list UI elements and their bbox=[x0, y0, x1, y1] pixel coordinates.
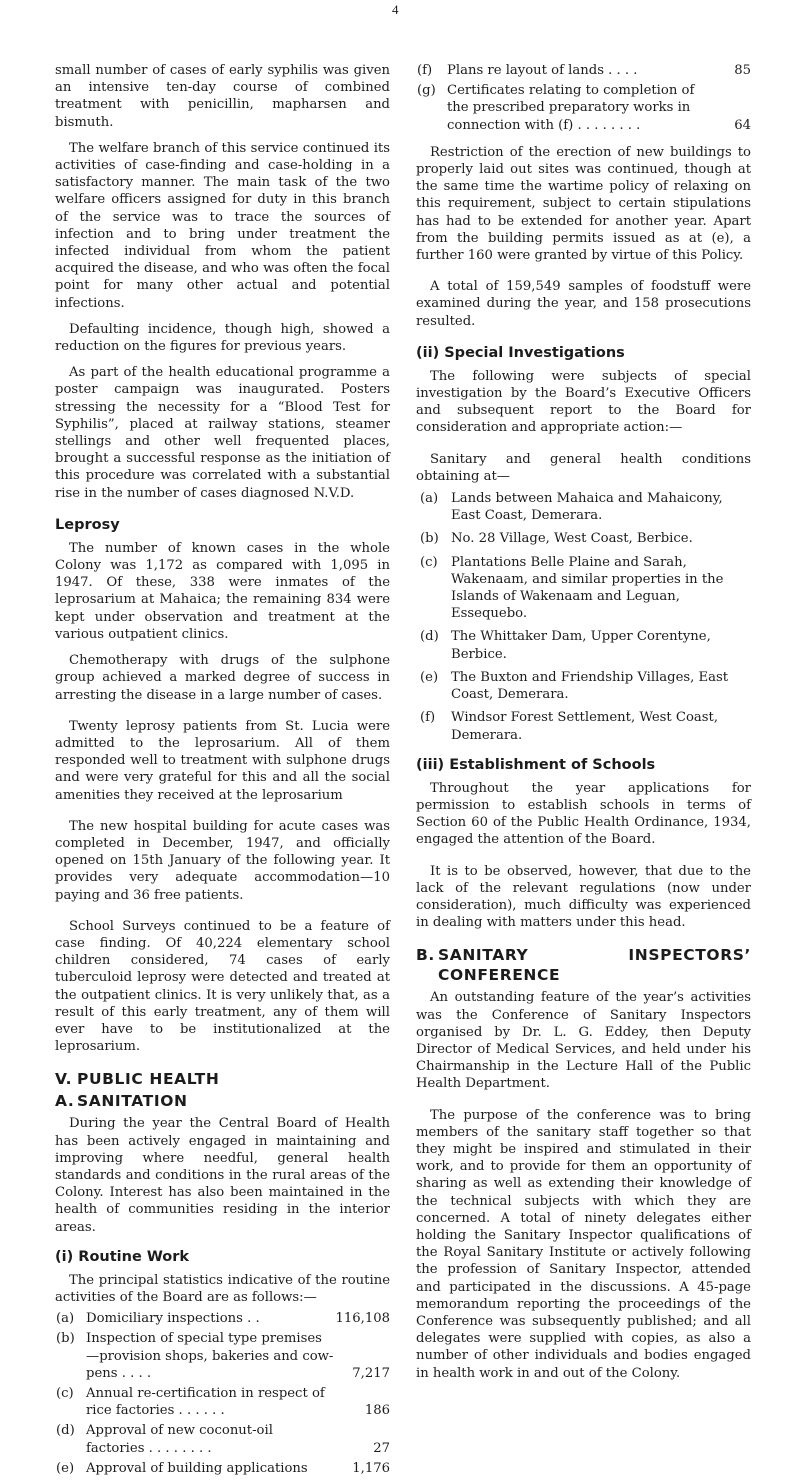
stat-text: Inspection of special type premises—provision shops, bakeries and cow-pens . . . . bbox=[86, 1331, 334, 1381]
list-text: Plantations Belle Plaine and Sarah, Wakenaam, and similar properties in the Islands of Wakenaam and Leguan, Essequebo. bbox=[451, 554, 724, 622]
list-text: Lands between Mahaica and Mahaicony, East Coast, Demerara. bbox=[451, 491, 723, 524]
stat-label: (d) bbox=[56, 1423, 75, 1439]
stat-value: 116,108 bbox=[335, 1311, 390, 1327]
stat-label: (e) bbox=[56, 1460, 75, 1476]
section-title: SANITARY INSPECTORS’ CONFERENCE bbox=[438, 946, 751, 985]
section-number: B. bbox=[416, 946, 435, 965]
list-label: (b) bbox=[420, 531, 439, 547]
paragraph: School Surveys continued to be a feature of case finding. Of 40,224 elementary school children considered, 74 cases of early tuberculoid leprosy were detected and treated at the outpatient clinics. It is very unlikely that, as a result of this early treatment, any of them will ever have to be institutionalized at the leprosarium. bbox=[55, 918, 390, 1055]
list-text: Windsor Forest Settlement, West Coast, Demerara. bbox=[451, 710, 719, 743]
section-b-heading bbox=[416, 945, 751, 985]
list-label: (c) bbox=[420, 554, 438, 570]
list-item bbox=[416, 669, 751, 703]
paragraph: Throughout the year applications for permission to establish schools in terms of Section 60 of the Public Health Ordinance, 1934, engaged the attention of the Board. bbox=[416, 780, 751, 848]
paragraph: The following were subjects of special investigation by the Board’s Executive Officers and subsequent report to the Board for consideration and appropriate action:— bbox=[416, 368, 751, 436]
section-v-heading bbox=[55, 1069, 390, 1089]
stat-value: 186 bbox=[364, 1403, 390, 1419]
list-label: (d) bbox=[420, 629, 439, 645]
stat-row bbox=[55, 1310, 390, 1327]
paragraph: The new hospital building for acute cases was completed in December, 1947, and officially opened on 15th January of the following year. It provides very adequate accommodation—10 paying and 36 free patients. bbox=[55, 818, 390, 903]
list-text: The Buxton and Friendship Villages, East Coast, Demerara. bbox=[451, 669, 729, 703]
list-label: (f) bbox=[420, 710, 436, 726]
paragraph: small number of cases of early syphilis was given an intensive ten-day course of combined treatment with penicillin, mapharsen and bismuth. bbox=[55, 63, 390, 130]
paragraph: A total of 159,549 samples of foodstuff were examined during the year, and 158 prosecutions resulted. bbox=[416, 279, 751, 329]
list-text: No. 28 Village, West Coast, Berbice. bbox=[451, 531, 693, 547]
leprosy-heading: Leprosy bbox=[55, 516, 120, 533]
list-item bbox=[416, 490, 751, 524]
list-item bbox=[416, 530, 751, 547]
stat-row bbox=[416, 62, 751, 79]
paragraph: An outstanding feature of the year’s activities was the Conference of Sanitary Inspectors organised by Dr. L. G. Eddey, then Deputy Director of Medical Services, and held under his Chairmanship in the Lecture Hall of the Public Health Department. bbox=[416, 990, 751, 1092]
right-column bbox=[416, 62, 751, 1391]
stat-label: (g) bbox=[417, 83, 436, 99]
list-label: (e) bbox=[420, 669, 439, 685]
stat-label: (b) bbox=[56, 1331, 75, 1347]
stat-value: 7,217 bbox=[352, 1365, 390, 1381]
stat-text: Approval of new coconut-oil factories . . . . . . . . bbox=[86, 1423, 273, 1456]
stat-value: 27 bbox=[373, 1440, 390, 1456]
stat-value: 64 bbox=[734, 117, 751, 133]
stat-row bbox=[55, 1422, 390, 1456]
section-number: A. bbox=[55, 1092, 75, 1111]
list-text: The Whittaker Dam, Upper Corentyne, Berbice. bbox=[451, 629, 711, 662]
paragraph: The welfare branch of this service continued its activities of case-finding and case-holding in a satisfactory manner. The main task of the two welfare officers assigned for duty in this branch of the service was to trace the sources of infection and to bring under treatment the infected individual from whom the patient acquired the disease, and who was often the focal point for many other actual and potential infections. bbox=[55, 140, 390, 311]
section-number: V. bbox=[55, 1070, 73, 1089]
special-investigations-heading: (ii) Special Investigations bbox=[416, 344, 625, 361]
paragraph: Sanitary and general health conditions obtaining at— bbox=[416, 451, 751, 484]
stat-value: 1,176 bbox=[352, 1460, 390, 1476]
stat-label: (f) bbox=[417, 63, 433, 78]
stat-label: (c) bbox=[56, 1386, 74, 1401]
routine-work-heading: (i) Routine Work bbox=[55, 1248, 190, 1265]
section-title: PUBLIC HEALTH bbox=[77, 1070, 220, 1089]
stat-text: Domiciliary inspections . . bbox=[86, 1311, 260, 1327]
paragraph: Twenty leprosy patients from St. Lucia were admitted to the leprosarium. All of them responded well to treatment with sulphone drugs and were very grateful for this and all the social amenities they received at the leprosarium bbox=[55, 718, 390, 803]
list-item bbox=[416, 554, 751, 623]
paragraph: Chemotherapy with drugs of the sulphone group achieved a marked degree of success in arresting the disease in a large number of cases. bbox=[55, 653, 390, 703]
stat-row bbox=[55, 1460, 390, 1477]
list-item bbox=[416, 628, 751, 662]
paragraph: Defaulting incidence, though high, showed a reduction on the figures for previous years. bbox=[55, 321, 390, 355]
stat-value: 85 bbox=[734, 63, 751, 78]
paragraph: As part of the health educational programme a poster campaign was inaugurated. Posters stressing the necessity for a “Blood Test for Syphilis”, placed at railway stations, steamer stellings and other well frequented places, brought a successful response as the initiation of this procedure was correlated with a substantial rise in the number of cases diagnosed N.V.D. bbox=[55, 365, 390, 501]
stat-row bbox=[55, 1330, 390, 1382]
section-title: SANITATION bbox=[77, 1092, 188, 1111]
stat-label: (a) bbox=[56, 1311, 75, 1327]
left-column bbox=[55, 62, 390, 1480]
paragraph: During the year the Central Board of Health has been actively engaged in maintaining and improving where needful, general health standards and conditions in the rural areas of the Colony. Interest has also been maintained in the health of communities residing in the interior areas. bbox=[55, 1116, 390, 1235]
stat-text: Annual re-certification in respect of rice factories . . . . . . bbox=[86, 1386, 325, 1419]
paragraph: The purpose of the conference was to bring members of the sanitary staff together so that they might be inspired and stimulated in their work, and to provide for them an opportunity of sharing as well as extending their knowledge of the technical subjects with which they are concerned. A total of ninety delegates either holding the Sanitary Inspector qualifications of the Royal Sanitary Institute or actively following the profession of Sanitary Inspector, attended and participated in the discussions. A 45-page memorandum reporting the proceedings of the Conference was subsequently published; and all delegates were supplied with copies, as also a number of other individuals and bodies engaged in health work in and out of the Colony. bbox=[416, 1107, 751, 1381]
schools-heading: (iii) Establishment of Schools bbox=[416, 756, 656, 773]
paragraph: Restriction of the erection of new buildings to properly laid out sites was continued, though at the same time the wartime policy of relaxing on this requirement, subject to certain stipulations has had to be extended for another year. Apart from the building permits issued as at (e), a further 160 were granted by virtue of this Policy. bbox=[416, 144, 751, 264]
section-a-heading bbox=[55, 1091, 390, 1111]
stat-row bbox=[416, 82, 751, 134]
list-label: (a) bbox=[420, 491, 439, 507]
list-item bbox=[416, 709, 751, 743]
stat-row bbox=[55, 1385, 390, 1419]
paragraph: The number of known cases in the whole Colony was 1,172 as compared with 1,095 in 1947. Of these, 338 were inmates of the leprosarium at Mahaica; the remaining 834 were kept under observation and treatment at the various outpatient clinics. bbox=[55, 540, 390, 642]
page-number: 4 bbox=[392, 2, 399, 17]
paragraph: It is to be observed, however, that due to the lack of the relevant regulations (now under consideration), much difficulty was experienced in dealing with matters under this head. bbox=[416, 863, 751, 931]
stat-text: Plans re layout of lands . . . . bbox=[447, 63, 638, 78]
paragraph: The principal statistics indicative of the routine activities of the Board are as follows:— bbox=[55, 1272, 390, 1305]
stat-text: Certificates relating to completion of the prescribed preparatory works in connection with (f) . . . . . . . . bbox=[447, 83, 695, 133]
stat-text: Approval of building applications bbox=[86, 1460, 308, 1476]
